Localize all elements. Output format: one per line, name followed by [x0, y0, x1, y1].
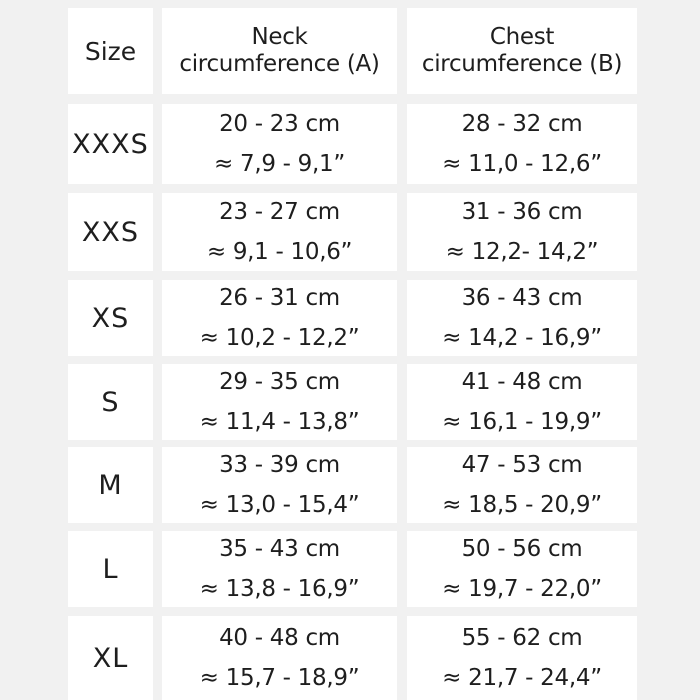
neck-cell: [162, 616, 397, 700]
neck-cell: [162, 531, 397, 607]
size-label: L: [102, 553, 119, 585]
chest-cell: [407, 280, 637, 356]
neck-cm: 23 - 27 cm: [219, 199, 340, 225]
chest-cm: 47 - 53 cm: [461, 452, 583, 478]
chest-inches: ≈ 21,7 - 24,4”: [442, 665, 602, 691]
chest-inches: ≈ 16,1 - 19,9”: [442, 409, 602, 435]
neck-cm: 40 - 48 cm: [219, 625, 340, 651]
neck-inches: ≈ 10,2 - 12,2”: [199, 325, 360, 351]
neck-cell: [162, 280, 397, 356]
neck-cell: [162, 193, 397, 271]
chest-inches: ≈ 12,2- 14,2”: [445, 239, 599, 265]
size-cell: [68, 280, 153, 356]
chest-cell: [407, 531, 637, 607]
chest-cm: 36 - 43 cm: [461, 285, 583, 311]
neck-inches: ≈ 7,9 - 9,1”: [214, 151, 345, 177]
chest-cm: 41 - 48 cm: [461, 369, 583, 395]
header-neck-cell: [162, 8, 397, 94]
size-label: XL: [92, 642, 129, 674]
size-cell: [68, 364, 153, 440]
neck-cm: 20 - 23 cm: [219, 111, 340, 137]
size-cell: [68, 531, 153, 607]
chest-cm: 28 - 32 cm: [461, 111, 583, 137]
chest-inches: ≈ 19,7 - 22,0”: [442, 576, 602, 602]
neck-cell: [162, 447, 397, 523]
size-cell: [68, 193, 153, 271]
header-size-label: Size: [84, 36, 137, 66]
size-cell: [68, 616, 153, 700]
neck-cm: 33 - 39 cm: [219, 452, 340, 478]
chest-cell: [407, 447, 637, 523]
neck-cm: 35 - 43 cm: [219, 536, 340, 562]
header-chest-title: Chest: [489, 24, 555, 50]
chest-cell: [407, 104, 637, 184]
neck-inches: ≈ 15,7 - 18,9”: [199, 665, 360, 691]
size-cell: [68, 104, 153, 184]
size-label: S: [101, 386, 120, 418]
chest-inches: ≈ 14,2 - 16,9”: [442, 325, 602, 351]
header-chest-subtitle: circumference (B): [421, 51, 623, 77]
header-neck-title: Neck: [251, 24, 308, 50]
size-label: M: [98, 469, 123, 501]
chest-cm: 31 - 36 cm: [461, 199, 583, 225]
size-label: XXXS: [72, 128, 149, 160]
chest-cell: [407, 193, 637, 271]
size-label: XS: [91, 302, 130, 334]
chest-cm: 55 - 62 cm: [461, 625, 583, 651]
size-cell: [68, 447, 153, 523]
header-neck-subtitle: circumference (A): [179, 51, 380, 77]
chest-cell: [407, 364, 637, 440]
chest-inches: ≈ 18,5 - 20,9”: [442, 492, 602, 518]
neck-inches: ≈ 13,8 - 16,9”: [199, 576, 360, 602]
chest-inches: ≈ 11,0 - 12,6”: [442, 151, 602, 177]
neck-inches: ≈ 11,4 - 13,8”: [199, 409, 360, 435]
neck-inches: ≈ 9,1 - 10,6”: [206, 239, 353, 265]
neck-cm: 29 - 35 cm: [219, 369, 340, 395]
header-size-cell: [68, 8, 153, 94]
header-chest-cell: [407, 8, 637, 94]
neck-inches: ≈ 13,0 - 15,4”: [199, 492, 360, 518]
neck-cell: [162, 104, 397, 184]
size-label: XXS: [81, 216, 140, 248]
chest-cell: [407, 616, 637, 700]
neck-cm: 26 - 31 cm: [219, 285, 340, 311]
neck-cell: [162, 364, 397, 440]
chest-cm: 50 - 56 cm: [461, 536, 583, 562]
